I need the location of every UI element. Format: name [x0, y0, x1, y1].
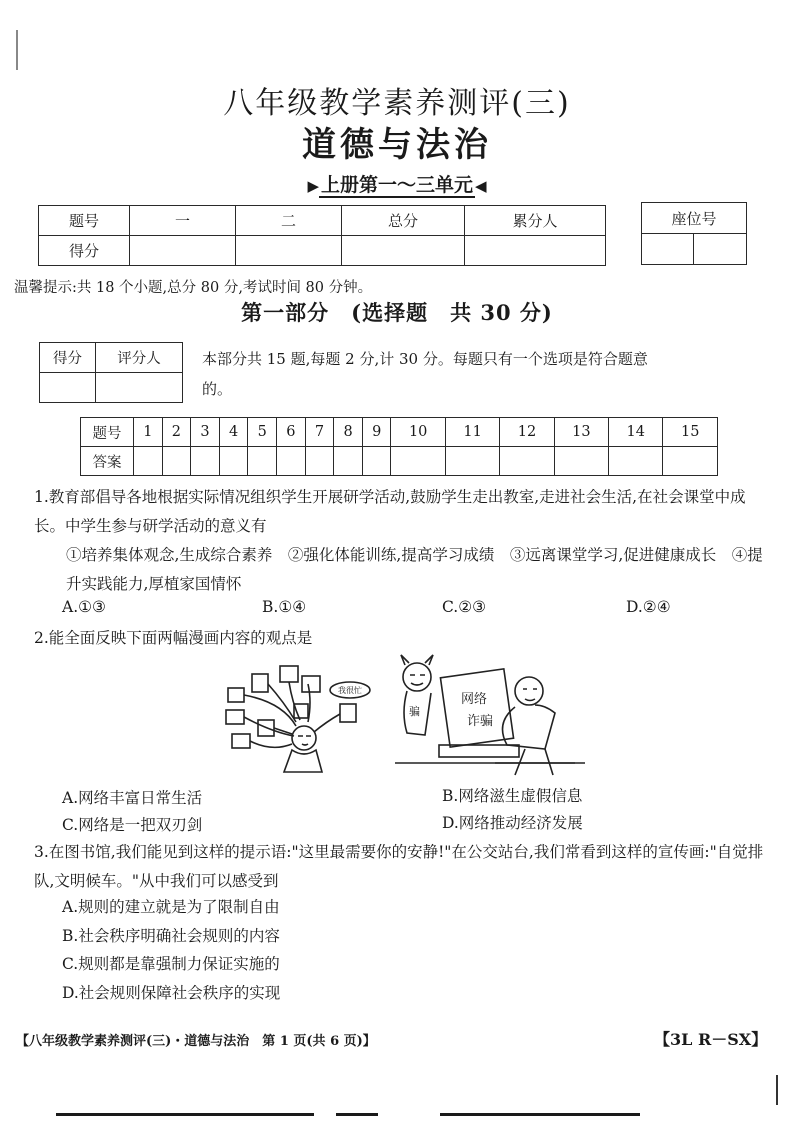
question-number: 7 [305, 418, 334, 447]
question-number: 3 [191, 418, 220, 447]
score-header-cell: 累分人 [465, 206, 606, 236]
question-number: 14 [609, 418, 663, 447]
option-b[interactable]: B.网络滋生虚假信息 [442, 787, 583, 805]
answer-cell[interactable] [248, 447, 277, 476]
score-header-cell: 总分 [342, 206, 465, 236]
option-d[interactable]: D.社会规则保障社会秩序的实现 [62, 984, 281, 1002]
question-number: 10 [391, 418, 445, 447]
part1-description: 本部分共 15 题,每题 2 分,计 30 分。每题只有一个选项是符合题意的。 [202, 350, 648, 398]
devil-plate-text: 骗 [409, 705, 420, 718]
screen-text-net: 网络 [461, 692, 488, 707]
question-number: 15 [663, 418, 718, 447]
question-number: 9 [362, 418, 391, 447]
triangle-left-icon: ◀ [475, 177, 487, 195]
answer-cell[interactable] [554, 447, 608, 476]
exam-title: 八年级教学素养测评(三) [223, 86, 571, 121]
question-number: 12 [500, 418, 554, 447]
answer-table [80, 417, 718, 476]
answer-cell[interactable] [663, 447, 718, 476]
app-box [228, 688, 244, 702]
grader-name-cell[interactable] [96, 373, 183, 403]
answer-cell[interactable] [219, 447, 248, 476]
scan-edge [776, 1075, 778, 1105]
answer-cell[interactable] [305, 447, 334, 476]
answer-cell[interactable] [334, 447, 363, 476]
cartoon-internet-fraud [395, 653, 585, 778]
question-number: 11 [445, 418, 499, 447]
question-3-stem: 3.在图书馆,我们能见到这样的提示语:"这里最需要你的安静!"在公交站台,我们常看到这样的宣传画:"自觉排队,文明候车。"从中我们可以感受到 [34, 843, 764, 890]
score-header-cell: 二 [236, 206, 342, 236]
question-2-stem: 2.能全面反映下面两幅漫画内容的观点是 [34, 629, 313, 647]
unit-text: 上册第一～三单元 [320, 174, 473, 196]
grader-name-label: 评分人 [96, 343, 183, 373]
app-box [280, 666, 298, 682]
score-header-cell: 一 [130, 206, 236, 236]
score-table [38, 205, 606, 266]
answer-cell[interactable] [609, 447, 663, 476]
scan-line [56, 1113, 314, 1116]
seat-label: 座位号 [642, 203, 747, 234]
option-c[interactable]: C.②③ [442, 598, 487, 616]
app-box [226, 710, 244, 724]
cartoon-internet-life [222, 662, 374, 774]
score-input-cell[interactable] [465, 236, 606, 266]
question-1-stem: 1.教育部倡导各地根据实际情况组织学生开展研学活动,鼓励学生走出教室,走进社会生活,在社会课堂中成长。中学生参与研学活动的意义有 [34, 488, 746, 535]
screen-text-fraud: 诈骗 [467, 714, 494, 729]
unit-range [0, 170, 794, 197]
app-box [232, 734, 250, 748]
scan-edge [16, 30, 18, 70]
question-number: 6 [277, 418, 306, 447]
answer-row-label: 答案 [81, 447, 134, 476]
option-d[interactable]: D.②④ [626, 598, 671, 616]
option-a[interactable]: A.规则的建立就是为了限制自由 [62, 898, 280, 916]
scan-line [440, 1113, 640, 1116]
seat-input-cell[interactable] [694, 234, 747, 265]
option-c[interactable]: C.网络是一把双刃剑 [62, 816, 203, 834]
person-head [292, 726, 316, 750]
devil-head [403, 663, 431, 691]
answer-cell[interactable] [134, 447, 163, 476]
score-input-cell[interactable] [236, 236, 342, 266]
speech-bubble-text: 我很忙 [338, 686, 362, 695]
answer-cell[interactable] [445, 447, 499, 476]
question-1-items: ①培养集体观念,生成综合素养 ②强化体能训练,提高学习成绩 ③远离课堂学习,促进健康成长 ④提升实践能力,厚植家国情怀 [66, 546, 763, 593]
score-input-cell[interactable] [342, 236, 465, 266]
seat-input-cell[interactable] [642, 234, 694, 265]
subject-title: 道德与法治 [302, 125, 492, 165]
answer-cell[interactable] [362, 447, 391, 476]
answer-row [81, 447, 718, 476]
option-d[interactable]: D.网络推动经济发展 [442, 814, 583, 832]
page-footer: 【八年级教学素养测评(三)・道德与法治 第 1 页(共 6 页)】 [16, 1034, 376, 1049]
score-header-cell: 题号 [39, 206, 130, 236]
question-number: 8 [334, 418, 363, 447]
question-number: 1 [134, 418, 163, 447]
answer-cell[interactable] [391, 447, 445, 476]
answer-row-label: 题号 [81, 418, 134, 447]
question-number: 5 [248, 418, 277, 447]
option-a[interactable]: A.①③ [62, 598, 106, 616]
grader-score-label: 得分 [40, 343, 96, 373]
option-b[interactable]: B.①④ [262, 598, 307, 616]
option-a[interactable]: A.网络丰富日常生活 [62, 789, 203, 807]
answer-cell[interactable] [191, 447, 220, 476]
question-number: 4 [219, 418, 248, 447]
paper-code: 【3L R－SX】 [654, 1030, 768, 1049]
part1-title: 第一部分 (选择题 共 30 分) [241, 300, 553, 325]
score-input-cell[interactable] [130, 236, 236, 266]
answer-cell[interactable] [277, 447, 306, 476]
option-c[interactable]: C.规则都是靠强制力保证实施的 [62, 955, 280, 973]
answer-cell[interactable] [500, 447, 554, 476]
seat-table [641, 202, 747, 265]
app-box [302, 676, 320, 692]
grader-table [39, 342, 183, 403]
option-b[interactable]: B.社会秩序明确社会规则的内容 [62, 927, 280, 945]
score-row-label: 得分 [39, 236, 130, 266]
answer-number-row [81, 418, 718, 447]
triangle-right-icon: ▶ [307, 177, 319, 195]
app-box [340, 704, 356, 722]
answer-cell[interactable] [162, 447, 191, 476]
question-number: 13 [554, 418, 608, 447]
question-number: 2 [162, 418, 191, 447]
scan-line [336, 1113, 378, 1116]
app-box [252, 674, 268, 692]
exam-tip: 温馨提示:共 18 个小题,总分 80 分,考试时间 80 分钟。 [14, 280, 373, 296]
grader-score-cell[interactable] [40, 373, 96, 403]
